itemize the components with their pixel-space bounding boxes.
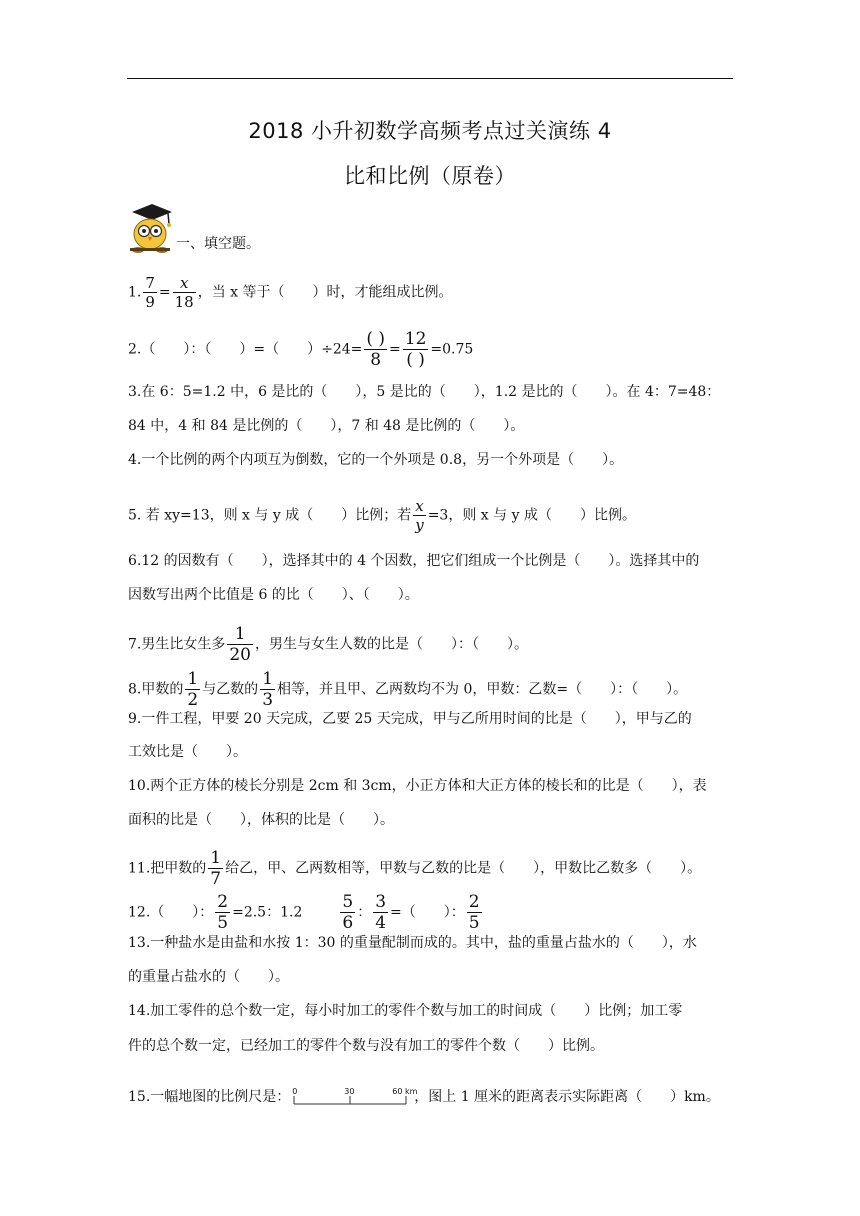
owl-graduate-icon xyxy=(124,200,174,256)
question-12: 12.（ ）： $\frac{2}{5}$ =2.5：1.2 $\frac{5}{6}$ ： $\frac{3}{4}$ =（ ）： $\frac{2}{5}$ xyxy=(128,892,480,933)
page-title: 2018 小升初数学高频考点过关演练 4 xyxy=(248,119,612,143)
question-9-line-1: 9.一件工程，甲要 20 天完成，乙要 25 天完成，甲与乙所用时间的比是（ ），甲与乙的 xyxy=(128,711,692,727)
map-scale-bar xyxy=(292,1082,418,1112)
question-7: 7.男生比女生多 $\frac{1}{20}$ ，男生与女生人数的比是（ ）：（ ）。 xyxy=(128,624,528,665)
question-13-line-1: 13.一种盐水是由盐和水按 1：30 的重量配制而成的。其中，盐的重量占盐水的（ ），水 xyxy=(128,935,697,951)
scale-label-30: 30 xyxy=(344,1087,355,1096)
scale-label-0: 0 xyxy=(292,1087,298,1096)
question-8: 8.甲数的 $\frac{1}{2}$ 与乙数的 $\frac{1}{3}$ 相等，并且甲、乙两数均不为 0，甲数：乙数=（ ）：（ ）。 xyxy=(128,669,688,710)
question-9-line-2: 工效比是（ ）。 xyxy=(128,744,247,760)
question-3-line-1: 3.在 6：5=1.2 中，6 是比的（ ），5 是比的（ ），1.2 是比的（ ）。在 4：7=48： xyxy=(128,384,721,400)
question-14-line-1: 14.加工零件的总个数一定，每小时加工的零件个数与加工的时间成（ ）比例；加工零 xyxy=(128,1003,683,1019)
question-6-line-2: 因数写出两个比值是 6 的比（ ）、（ ）。 xyxy=(128,587,419,603)
question-10-line-1: 10.两个正方体的棱长分别是 2cm 和 3cm，小正方体和大正方体的棱长和的比是（ ），表 xyxy=(128,778,707,794)
header-rule xyxy=(127,78,733,79)
question-3-line-2: 84 中，4 和 84 是比例的（ ），7 和 48 是比例的（ ）。 xyxy=(128,418,525,434)
question-4: 4.一个比例的两个内项互为倒数，它的一个外项是 0.8，另一个外项是（ ）。 xyxy=(128,452,624,468)
section-label: 一、填空题。 xyxy=(176,236,260,252)
question-13-line-2: 的重量占盐水的（ ）。 xyxy=(128,969,289,985)
question-11: 11.把甲数的 $\frac{1}{7}$ 给乙，甲、乙两数相等，甲数与乙数的比是（ ），甲数比乙数多（ ）。 xyxy=(128,848,702,889)
question-10-line-2: 面积的比是（ ），体积的比是（ ）。 xyxy=(128,812,394,828)
scale-bar-lines xyxy=(292,1082,412,1112)
question-2: 2.（ ）：（ ）=（ ）÷24= $\frac{( )}{8}$ = $\frac{12}{( )}$ =0.75 xyxy=(128,329,474,370)
scale-label-60: 60 km xyxy=(392,1087,418,1096)
question-14-line-2: 件的总个数一定，已经加工的零件个数与没有加工的零件个数（ ）比例。 xyxy=(128,1038,604,1054)
question-15: 15.一幅地图的比例尺是： 0 30 60 km ，图上 1 厘米的距离表示实际距离（ ）km。 xyxy=(128,1082,720,1112)
question-6-line-1: 6.12 的因数有（ ），选择其中的 4 个因数，把它们组成一个比例是（ ）。选择其中的 xyxy=(128,553,700,569)
page-subtitle: 比和比例（原卷） xyxy=(344,164,516,188)
question-1: 1. $\frac{7}{9}$ = $\frac{x}{18}$ ，当 x 等于（ ）时，才能组成比例。 xyxy=(128,274,453,311)
question-5: 5. 若 xy=13，则 x 与 y 成（ ）比例；若 $\frac{x}{y}$ =3，则 x 与 y 成（ ）比例。 xyxy=(128,497,636,534)
